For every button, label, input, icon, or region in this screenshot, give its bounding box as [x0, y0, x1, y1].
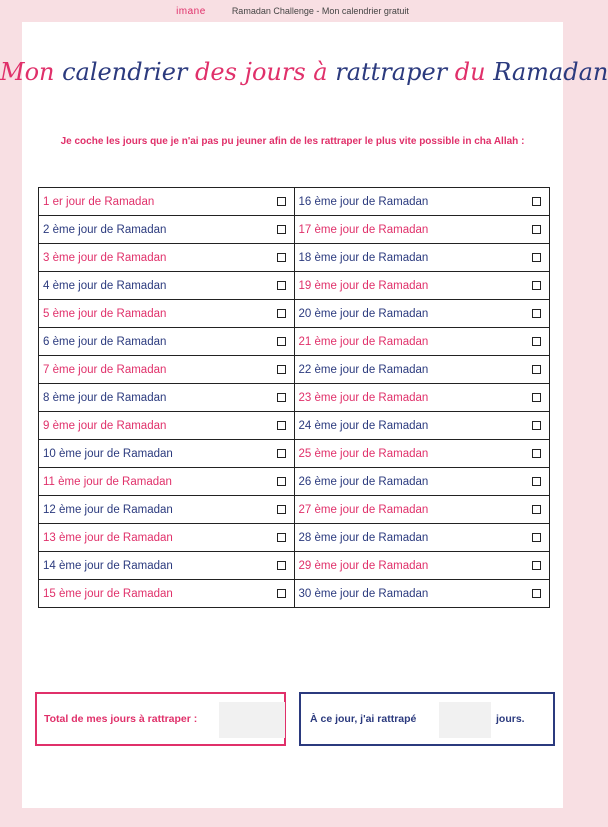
day-label: 10 ème jour de Ramadan — [43, 447, 173, 460]
day-checkbox[interactable] — [277, 421, 286, 430]
day-label: 20 ème jour de Ramadan — [298, 307, 429, 320]
day-checkbox[interactable] — [277, 477, 286, 486]
page-header — [0, 0, 585, 22]
day-checkbox[interactable] — [532, 309, 541, 318]
day-label: 9 ème jour de Ramadan — [43, 419, 167, 432]
day-checkbox[interactable] — [532, 253, 541, 262]
total-box — [35, 692, 286, 746]
day-cell — [39, 384, 295, 412]
day-checkbox[interactable] — [532, 337, 541, 346]
table-row — [39, 468, 550, 496]
done-suffix: jours. — [496, 713, 525, 725]
day-checkbox[interactable] — [277, 589, 286, 598]
day-checkbox[interactable] — [532, 561, 541, 570]
day-cell — [294, 580, 550, 608]
day-cell — [39, 412, 295, 440]
day-checkbox[interactable] — [532, 365, 541, 374]
header-subtitle: Ramadan Challenge - Mon calendrier gratuit — [231, 6, 409, 16]
day-checkbox[interactable] — [277, 533, 286, 542]
day-checkbox[interactable] — [532, 281, 541, 290]
day-label: 6 ème jour de Ramadan — [43, 335, 167, 348]
day-cell — [294, 524, 550, 552]
title-part2: calendrier — [62, 58, 196, 86]
day-checkbox[interactable] — [277, 561, 286, 570]
day-label: 30 ème jour de Ramadan — [298, 587, 429, 600]
table-row — [39, 552, 550, 580]
day-cell — [294, 244, 550, 272]
day-checkbox[interactable] — [277, 449, 286, 458]
day-cell — [294, 552, 550, 580]
day-cell — [294, 188, 550, 216]
day-label: 25 ème jour de Ramadan — [298, 447, 429, 460]
done-input[interactable] — [439, 702, 491, 738]
day-label: 26 ème jour de Ramadan — [298, 475, 429, 488]
day-checkbox[interactable] — [277, 197, 286, 206]
day-checkbox[interactable] — [532, 421, 541, 430]
page-title — [0, 58, 608, 86]
day-label: 16 ème jour de Ramadan — [298, 195, 429, 208]
day-cell — [39, 552, 295, 580]
day-label: 1 er jour de Ramadan — [43, 195, 155, 208]
day-checkbox[interactable] — [532, 505, 541, 514]
day-checkbox[interactable] — [532, 393, 541, 402]
table-row — [39, 188, 550, 216]
table-row — [39, 244, 550, 272]
day-cell — [39, 356, 295, 384]
day-label: 15 ème jour de Ramadan — [43, 587, 173, 600]
day-label: 18 ème jour de Ramadan — [298, 251, 429, 264]
day-label: 19 ème jour de Ramadan — [298, 279, 429, 292]
day-cell — [294, 216, 550, 244]
day-label: 11 ème jour de Ramadan — [43, 475, 172, 488]
day-cell — [294, 356, 550, 384]
day-label: 14 ème jour de Ramadan — [43, 559, 173, 572]
day-cell — [294, 384, 550, 412]
day-cell — [39, 328, 295, 356]
table-row — [39, 384, 550, 412]
title-part1: Mon — [0, 58, 63, 86]
day-checkbox[interactable] — [532, 589, 541, 598]
table-row — [39, 272, 550, 300]
day-label: 22 ème jour de Ramadan — [298, 363, 429, 376]
total-label: Total de mes jours à rattraper : — [44, 713, 198, 725]
table-row — [39, 496, 550, 524]
day-checkbox[interactable] — [532, 477, 541, 486]
day-label: 8 ème jour de Ramadan — [43, 391, 167, 404]
table-row — [39, 216, 550, 244]
day-checkbox[interactable] — [532, 197, 541, 206]
day-label: 7 ème jour de Ramadan — [43, 363, 167, 376]
day-cell — [294, 412, 550, 440]
table-row — [39, 328, 550, 356]
done-label: À ce jour, j'ai rattrapé — [310, 713, 417, 725]
day-cell — [39, 300, 295, 328]
brand-logo: imane — [176, 5, 206, 17]
total-input[interactable] — [219, 702, 285, 738]
done-box — [299, 692, 555, 746]
day-label: 28 ème jour de Ramadan — [298, 531, 429, 544]
day-cell — [39, 468, 295, 496]
table-row — [39, 300, 550, 328]
day-cell — [39, 580, 295, 608]
table-row — [39, 412, 550, 440]
day-cell — [294, 328, 550, 356]
title-part5: du — [454, 58, 494, 86]
table-row — [39, 580, 550, 608]
table-row — [39, 356, 550, 384]
table-row — [39, 524, 550, 552]
title-part3: des jours à — [195, 58, 336, 86]
day-cell — [39, 216, 295, 244]
day-cell — [39, 272, 295, 300]
day-label: 5 ème jour de Ramadan — [43, 307, 167, 320]
title-part6: Ramadan — [493, 58, 608, 86]
day-checkbox[interactable] — [277, 365, 286, 374]
title-part4: rattraper — [335, 58, 455, 86]
day-cell — [39, 524, 295, 552]
day-label: 24 ème jour de Ramadan — [298, 419, 429, 432]
day-checkbox[interactable] — [277, 309, 286, 318]
day-label: 12 ème jour de Ramadan — [43, 503, 173, 516]
day-label: 17 ème jour de Ramadan — [298, 223, 429, 236]
day-label: 21 ème jour de Ramadan — [298, 335, 429, 348]
day-cell — [294, 496, 550, 524]
day-cell — [39, 188, 295, 216]
day-cell — [294, 468, 550, 496]
day-checkbox[interactable] — [532, 225, 541, 234]
day-cell — [294, 300, 550, 328]
day-label: 4 ème jour de Ramadan — [43, 279, 167, 292]
day-checkbox[interactable] — [277, 253, 286, 262]
table-row — [39, 440, 550, 468]
day-cell — [39, 496, 295, 524]
day-checkbox[interactable] — [277, 505, 286, 514]
day-checkbox[interactable] — [277, 281, 286, 290]
day-label: 29 ème jour de Ramadan — [298, 559, 429, 572]
day-label: 2 ème jour de Ramadan — [43, 223, 167, 236]
day-checkbox[interactable] — [277, 225, 286, 234]
day-label: 3 ème jour de Ramadan — [43, 251, 167, 264]
day-cell — [39, 244, 295, 272]
day-checkbox[interactable] — [532, 533, 541, 542]
day-label: 27 ème jour de Ramadan — [298, 503, 429, 516]
day-cell — [294, 272, 550, 300]
day-checkbox[interactable] — [532, 449, 541, 458]
instruction-text: Je coche les jours que je n'ai pas pu jeuner afin de les rattraper le plus vite possible in cha Allah : — [60, 136, 525, 147]
day-checkbox[interactable] — [277, 393, 286, 402]
day-checkbox[interactable] — [277, 337, 286, 346]
days-table — [38, 187, 550, 608]
day-cell — [294, 440, 550, 468]
day-label: 23 ème jour de Ramadan — [298, 391, 429, 404]
day-cell — [39, 440, 295, 468]
day-label: 13 ème jour de Ramadan — [43, 531, 173, 544]
